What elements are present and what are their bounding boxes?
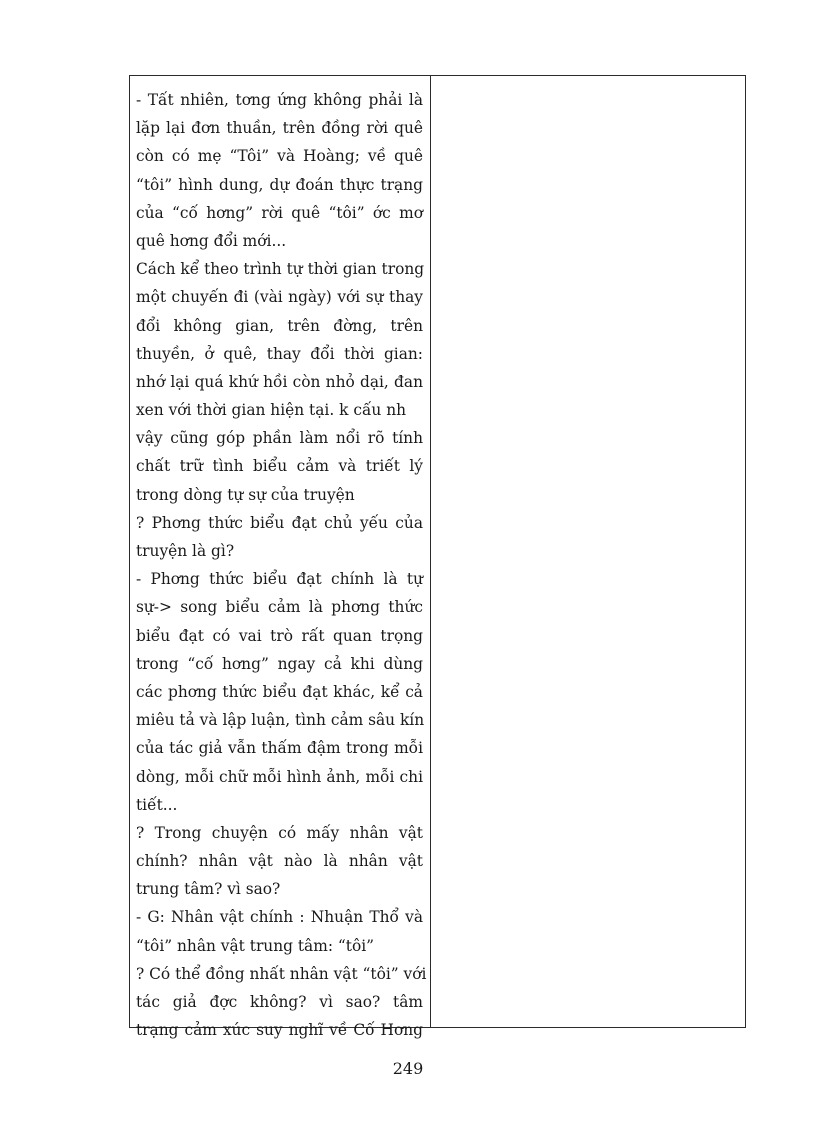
- text-line: trung tâm? vì sao?: [136, 880, 281, 899]
- text-line: chất trữ tình biểu cảm và triết lý: [136, 457, 423, 476]
- page-number: 249: [392, 1059, 424, 1078]
- text-line: sự-> song biểu cảm là phơng thức: [136, 598, 423, 617]
- text-line: của “cố hơng” rời quê “tôi” ớc mơ: [136, 203, 423, 222]
- text-line: Cách kể theo trình tự thời gian trong: [136, 260, 425, 279]
- table-cell-empty: [431, 76, 745, 1027]
- text-line: - Phơng thức biểu đạt chính là tự: [136, 570, 423, 589]
- text-line: - Tất nhiên, tơng ứng không phải là: [136, 91, 423, 109]
- text-line: dòng, mỗi chữ mỗi hình ảnh, mỗi chi: [136, 767, 423, 786]
- text-line: ? Có thể đồng nhất nhân vật “tôi” với: [136, 964, 427, 983]
- text-line: nhớ lại quá khứ hồi còn nhỏ dại, đan: [136, 372, 423, 391]
- text-line: các phơng thức biểu đạt khác, kể cả: [136, 682, 423, 701]
- text-line: còn có mẹ “Tôi” và Hoàng; về quê: [136, 147, 423, 166]
- text-line: trạng cảm xúc suy nghĩ về Cố Hơng: [136, 1021, 423, 1040]
- text-line: ? Phơng thức biểu đạt chủ yếu của: [136, 513, 423, 532]
- text-line: tác giả đợc không? vì sao? tâm: [136, 993, 423, 1011]
- text-line: của tác giả vẫn thấm đậm trong mỗi: [136, 739, 423, 758]
- text-line: “tôi” hình dung, dự đoán thực trạng: [136, 175, 423, 194]
- text-line: - G: Nhân vật chính : Nhuận Thổ và: [136, 908, 423, 927]
- text-line: vậy cũng góp phần làm nổi rõ tính: [136, 429, 423, 448]
- text-line: xen với thời gian hiện tại. k cấu nh: [136, 401, 407, 420]
- table-cell-content: [130, 76, 431, 1040]
- text-line: “tôi” nhân vật trung tâm: “tôi”: [136, 936, 375, 955]
- text-line: biểu đạt có vai trò rất quan trọng: [136, 626, 423, 645]
- text-line: chính? nhân vật nào là nhân vật: [136, 852, 423, 871]
- text-line: truyện là gì?: [136, 542, 235, 560]
- text-line: ? Trong chuyện có mấy nhân vật: [136, 823, 423, 842]
- text-line: đổi không gian, trên đờng, trên: [136, 316, 423, 335]
- text-line: trong “cố hơng” ngay cả khi dùng: [136, 654, 423, 673]
- text-line: miêu tả và lập luận, tình cảm sâu kín: [136, 711, 425, 730]
- text-line: quê hơng đổi mới...: [136, 231, 287, 250]
- lesson-table: [129, 75, 746, 1040]
- text-line: lặp lại đơn thuần, trên đồng rời quê: [136, 119, 423, 138]
- text-line: thuyền, ở quê, thay đổi thời gian:: [136, 344, 423, 363]
- text-line: tiết...: [136, 795, 178, 814]
- text-line: một chuyến đi (vài ngày) với sự thay: [136, 288, 423, 307]
- text-line: trong dòng tự sự của truyện: [136, 485, 355, 504]
